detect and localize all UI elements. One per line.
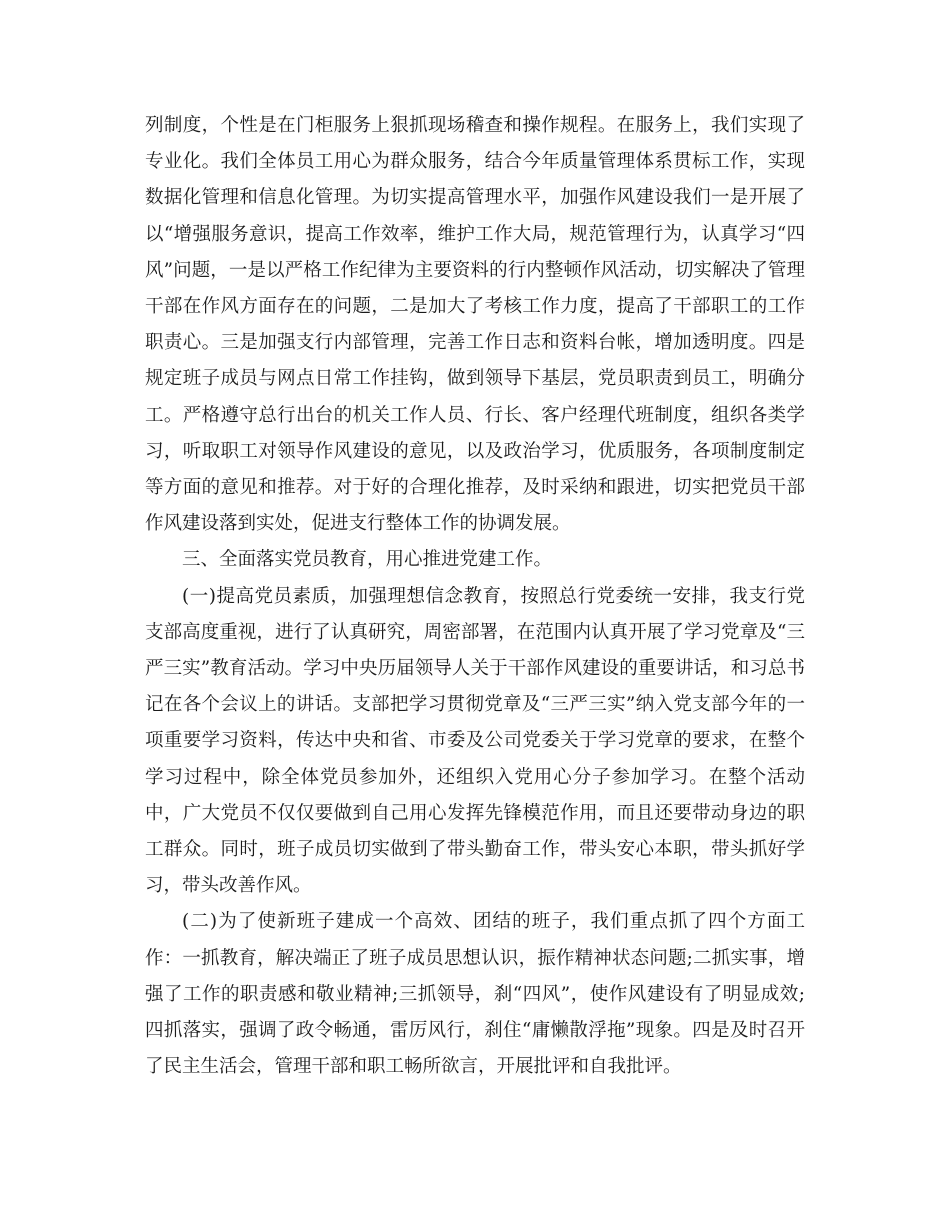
paragraph-item-one: (一)提高党员素质，加强理想信念教育，按照总行党委统一安排，我支行党支部高度重视，进行了认真研究，周密部署，在范围内认真开展了学习党章及“三严三实”教育活动。学习中央历届领导人关于干部作风建设的重要讲话，和习总书记在各个会议上的讲话。支部把学习贯彻党章及“三严三实”纳入党支部今年的一项重要学习资料，传达中央和省、市委及公司党委关于学习党章的要求，在整个学习过程中，除全体党员参加外，还组织入党用心分子参加学习。在整个活动中，广大党员不仅仅要做到自己用心发挥先锋模范作用，而且还要带动身边的职工群众。同时，班子成员切实做到了带头勤奋工作，带头安心本职，带头抓好学习，带头改善作风。 xyxy=(145,585,805,897)
paragraph-continuation: 列制度，个性是在门柜服务上狠抓现场稽查和操作规程。在服务上，我们实现了专业化。我们全体员工用心为群众服务，结合今年质量管理体系贯标工作，实现数据化管理和信息化管理。为切实提高管理水平，加强作风建设我们一是开展了以“增强服务意识，提高工作效率，维护工作大局，规范管理行为，认真学习“四风”问题，一是以严格工作纪律为主要资料的行内整顿作风活动，切实解决了管理干部在作风方面存在的问题，二是加大了考核工作力度，提高了干部职工的工作职责心。三是加强支行内部管理，完善工作日志和资料台帐，增加透明度。四是规定班子成员与网点日常工作挂钩，做到领导下基层，党员职责到员工，明确分工。严格遵守总行出台的机关工作人员、行长、客户经理代班制度，组织各类学习，听取职工对领导作风建设的意见，以及政治学习，优质服务，各项制度制定等方面的意见和推荐。对于好的合理化推荐，及时采纳和跟进，切实把党员干部作风建设落到实处，促进支行整体工作的协调发展。 xyxy=(145,115,805,535)
document-body xyxy=(145,108,805,1085)
section-heading-three: 三、全面落实党员教育，用心推进党建工作。 xyxy=(182,549,553,571)
paragraph-item-two: (二)为了使新班子建成一个高效、团结的班子，我们重点抓了四个方面工作：一抓教育，解决端正了班子成员思想认识，振作精神状态问题;二抓实事，增强了工作的职责感和敬业精神;三抓领导，刹“四风”，使作风建设有了明显成效;四抓落实，强调了政令畅通，雷厉风行，刹住“庸懒散浮拖”现象。四是及时召开了民主生活会，管理干部和职工畅所欲言，开展批评和自我批评。 xyxy=(145,911,805,1078)
